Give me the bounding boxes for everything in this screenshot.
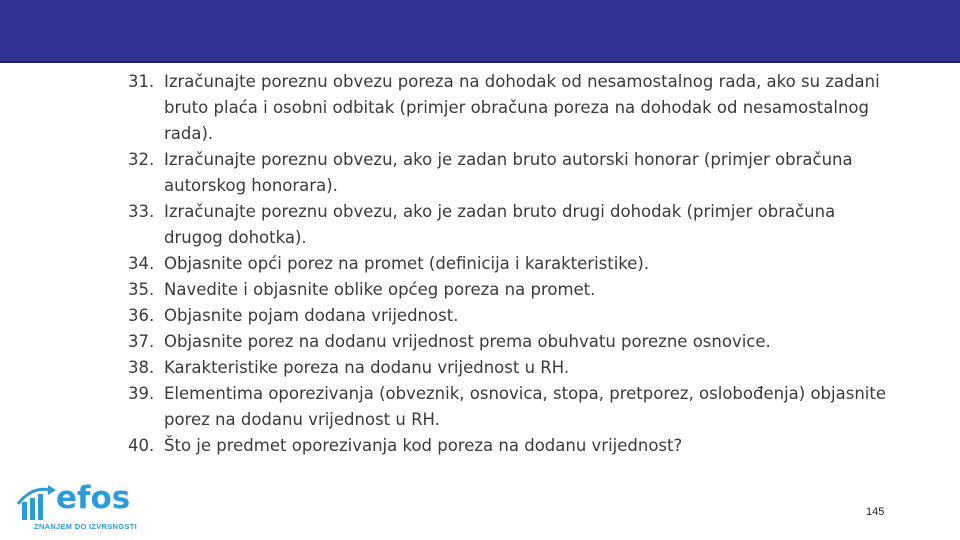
list-item [128, 69, 888, 147]
header-divider [0, 61, 960, 63]
list-item [128, 381, 888, 433]
question-text: Objasnite porez na dodanu vrijednost prema obuhvatu porezne osnovice. [164, 332, 771, 351]
list-item [128, 199, 888, 251]
question-number: 38. [128, 358, 155, 377]
question-number: 39. [128, 384, 155, 403]
list-item [128, 277, 888, 303]
bar-chart-arrow-icon [14, 484, 58, 524]
logo-tagline: ZNANJEM DO IZVRSNOSTI [34, 522, 137, 531]
list-item [128, 303, 888, 329]
question-text: Objasnite pojam dodana vrijednost. [164, 306, 459, 325]
list-item [128, 251, 888, 277]
efos-logo [14, 480, 144, 532]
question-number: 33. [128, 202, 155, 221]
question-text: Karakteristike poreza na dodanu vrijednost u RH. [164, 358, 570, 377]
question-number: 31. [128, 72, 155, 91]
question-text: Objasnite opći porez na promet (definicija i karakteristike). [164, 254, 650, 273]
logo-wordmark: efos [56, 480, 131, 516]
question-text: Izračunajte poreznu obvezu poreza na dohodak od nesamostalnog rada, ako su zadani bruto plaća i osobni odbitak (primjer obračuna poreza na dohodak od nesamostalnog rada). [164, 72, 880, 143]
question-number: 35. [128, 280, 155, 299]
question-number: 36. [128, 306, 155, 325]
page-number: 145 [866, 506, 885, 518]
list-item [128, 433, 888, 459]
question-text: Izračunajte poreznu obvezu, ako je zadan bruto drugi dohodak (primjer obračuna drugog dohotka). [164, 202, 836, 247]
question-number: 37. [128, 332, 155, 351]
question-list [128, 69, 888, 459]
list-item [128, 147, 888, 199]
question-text: Izračunajte poreznu obvezu, ako je zadan bruto autorski honorar (primjer obračuna autorskog honorara). [164, 150, 853, 195]
question-text: Što je predmet oporezivanja kod poreza na dodanu vrijednost? [164, 436, 683, 455]
list-item [128, 329, 888, 355]
question-number: 40. [128, 436, 155, 455]
question-text: Elementima oporezivanja (obveznik, osnovica, stopa, pretporez, oslobođenja) objasnite porez na dodanu vrijednost u RH. [164, 384, 886, 429]
question-number: 34. [128, 254, 155, 273]
question-number: 32. [128, 150, 155, 169]
header-bar [0, 0, 960, 61]
list-item [128, 355, 888, 381]
question-text: Navedite i objasnite oblike općeg poreza na promet. [164, 280, 596, 299]
